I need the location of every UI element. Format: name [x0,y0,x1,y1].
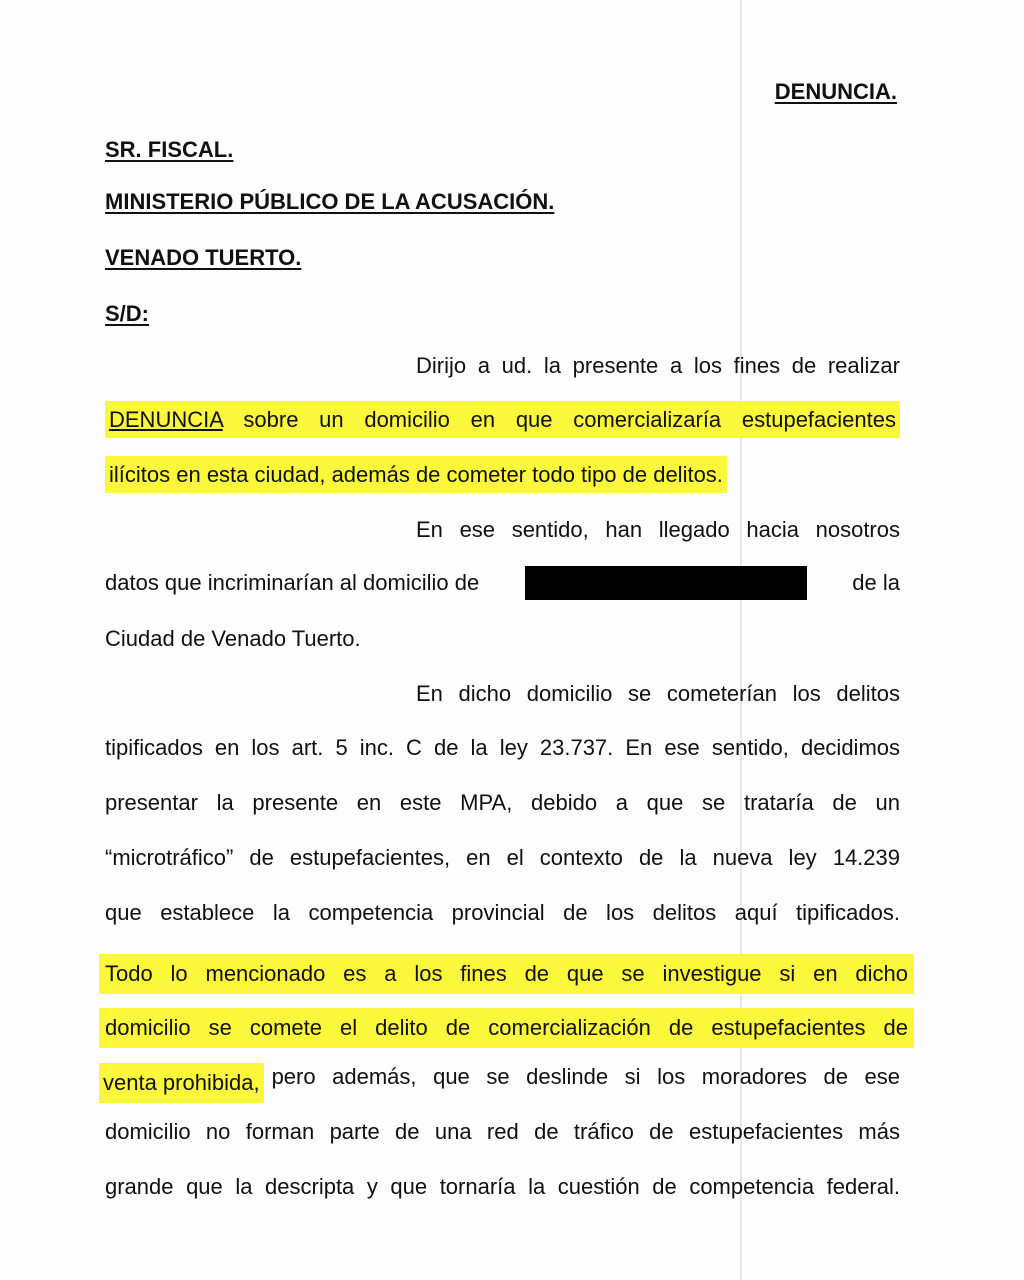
p3-line-5 [105,899,900,927]
p3-line-3 [105,789,900,817]
p3-line-10 [105,1173,900,1201]
addressee-line-1 [105,136,900,164]
p3-line-8 [105,1063,900,1103]
document-title-row [105,78,897,106]
p2-line-2-end: de la [852,570,900,595]
addressee-line-3 [105,244,900,272]
p3-line-9 [105,1118,900,1146]
p2-line-2-start: datos que incriminarían al domicilio de [105,570,480,595]
p3-line-3-text: presentar la presente en este MPA, debido a que se trataría de un [105,790,900,815]
redaction-box [525,566,807,600]
addressee-ministerio: MINISTERIO PÚBLICO DE LA ACUSACIÓN. [105,189,555,214]
p3-line-5-text: que establece la competencia provincial de los delitos aquí tipificados. [105,900,900,925]
p3-line-1 [416,680,900,708]
p1-line-3-text: ilícitos en esta ciudad, además de cometer todo tipo de delitos. [105,456,727,493]
p2-line-1 [416,516,900,544]
p3-line-8-rest: pero además, que se deslinde si los moradores de ese [271,1064,900,1089]
addressee-line-4 [105,300,900,328]
addressee-line-2 [105,188,900,216]
denuncia-word: DENUNCIA [109,407,223,432]
document-title: DENUNCIA. [774,79,897,104]
p3-indent-text: En dicho domicilio se cometerían los delitos [416,681,900,706]
p2-line-3 [105,625,900,653]
p3-line-4 [105,844,900,872]
p2-line-3-text: Ciudad de Venado Tuerto. [105,626,361,651]
p1-highlight-a [105,401,900,438]
p3-line-10-text: grande que la descripta y que tornaría la cuestión de competencia federal. [105,1174,900,1199]
addressee-city: VENADO TUERTO. [105,245,302,270]
p3-line-2-text: tipificados en los art. 5 inc. C de la ley 23.737. En ese sentido, decidimos [105,735,900,760]
p1-line-2 [105,406,900,434]
p3-line-7-text: domicilio se comete el delito de comercialización de estupefacientes de [105,1015,908,1040]
p2-indent-text: En ese sentido, han llegado hacia nosotros [416,517,900,542]
p3-line-6 [99,954,914,994]
p3-line-4-text: “microtráfico” de estupefacientes, en el contexto de la nueva ley 14.239 [105,845,900,870]
p3-line-2 [105,734,900,762]
p2-line-2 [105,566,900,600]
addressee-fiscal: SR. FISCAL. [105,137,234,162]
addressee-sd: S/D: [105,301,149,326]
p1-line-2-text: sobre un domicilio en que comercializaría estupefacientes [243,407,896,432]
p1-indent-text: Dirijo a ud. la presente a los fines de realizar [416,353,900,378]
p1-line-1 [416,352,900,380]
p3-line-8-highlight: venta prohibida, [99,1063,264,1103]
p3-line-9-text: domicilio no forman parte de una red de tráfico de estupefacientes más [105,1119,900,1144]
p1-line-3 [105,461,900,489]
p3-line-6-text: Todo lo mencionado es a los fines de que se investigue si en dicho [105,961,908,986]
p3-line-7 [99,1008,914,1048]
